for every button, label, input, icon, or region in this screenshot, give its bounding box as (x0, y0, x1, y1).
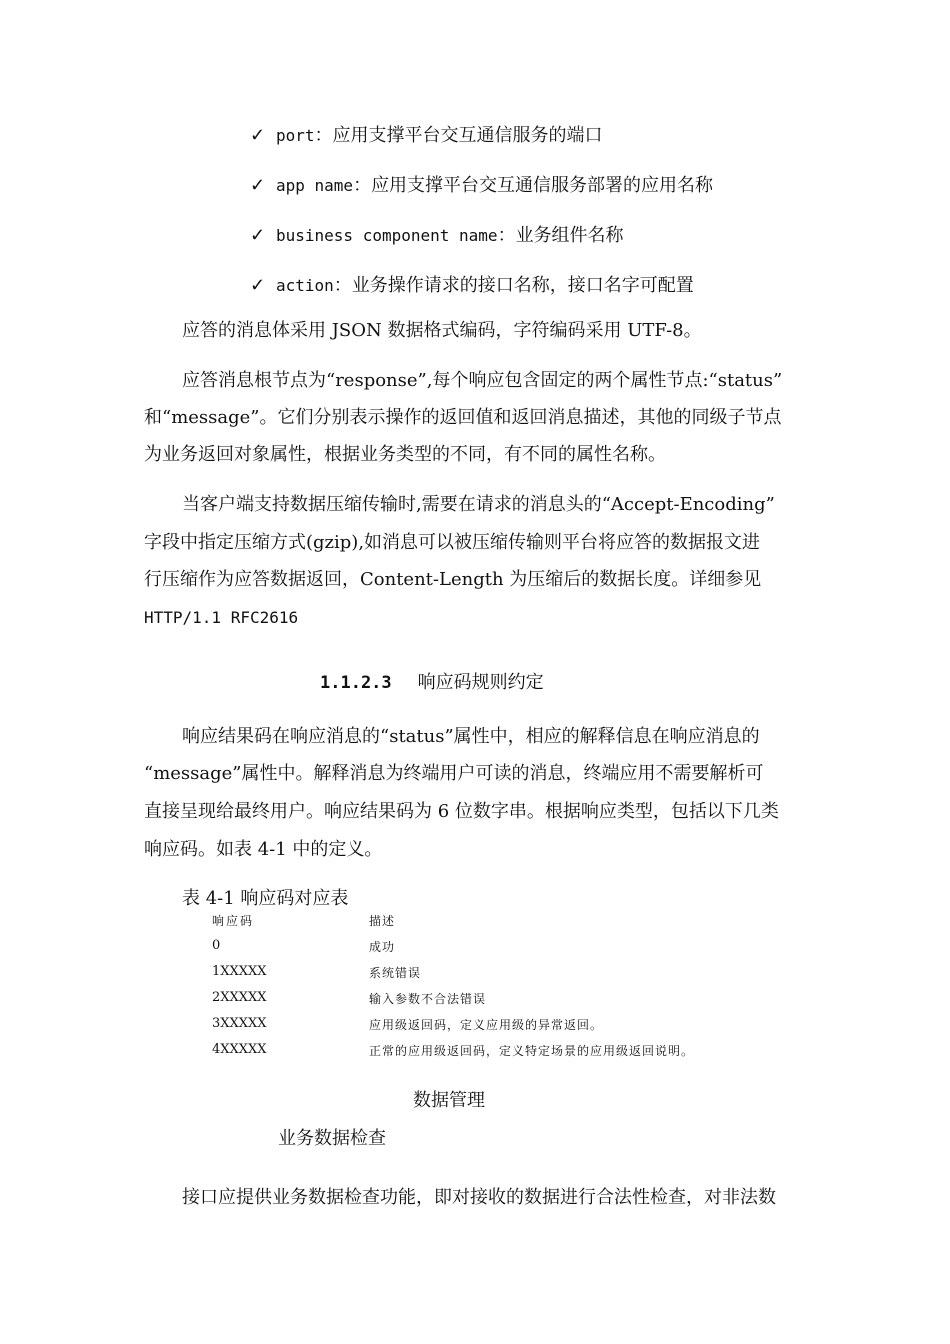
bullet-term: action (276, 276, 334, 295)
bullet-item-port (250, 121, 603, 147)
table-cell-description: 系统错误 (369, 966, 422, 980)
bullet-item-business-component-name (250, 221, 624, 247)
bullet-term: port (276, 126, 315, 145)
bullet-sep: ： (333, 275, 352, 296)
table-cell-code: 4XXXXX (212, 1042, 267, 1057)
table-cell-code: 2XXXXX (212, 990, 267, 1005)
bullet-sep: ： (353, 175, 372, 196)
table-cell-description: 正常的应用级返回码，定义特定场景的应用级返回说明。 (369, 1044, 695, 1058)
heading-data-management: 数据管理 (413, 1090, 485, 1111)
table-cell-description: 输入参数不合法错误 (369, 992, 487, 1006)
paragraph-status-code-line: 响应结果码在响应消息的“status”属性中，相应的解释信息在响应消息的 (182, 726, 760, 747)
paragraph-encoding: 应答的消息体采用 JSON 数据格式编码，字符编码采用 UTF-8。 (182, 320, 702, 341)
bullet-sep: ： (314, 125, 333, 146)
bullet-text: 应用支撑平台交互通信服务的端口 (332, 125, 603, 146)
bullet-text: 业务组件名称 (515, 225, 624, 246)
paragraph-compression-line: 当客户端支持数据压缩传输时,需要在请求的消息头的“Accept-Encoding” (182, 494, 775, 515)
heading-business-data-check: 业务数据检查 (278, 1128, 386, 1149)
checkmark-icon: ✓ (250, 225, 266, 246)
paragraph-compression-line: 行压缩作为应答数据返回，Content-Length 为压缩后的数据长度。详细参见 (144, 569, 762, 590)
bullet-item-action (250, 271, 694, 297)
table-cell-description: 应用级返回码，定义应用级的异常返回。 (369, 1018, 604, 1032)
paragraph-status-code-line: 直接呈现给最终用户。响应结果码为 6 位数字串。根据响应类型，包括以下几类 (144, 801, 779, 822)
paragraph-status-code-line: 响应码。如表 4-1 中的定义。 (144, 839, 383, 860)
paragraph-response-line: 应答消息根节点为“response”,每个响应包含固定的两个属性节点:“status” (182, 370, 783, 391)
table-cell-description: 成功 (369, 940, 396, 954)
table-cell-code: 3XXXXX (212, 1016, 267, 1031)
bullet-text: 应用支撑平台交互通信服务部署的应用名称 (371, 175, 714, 196)
checkmark-icon: ✓ (250, 275, 266, 296)
paragraph-compression-line: HTTP/1.1 RFC2616 (144, 608, 299, 627)
paragraph-status-code-line: “message”属性中。解释消息为终端用户可读的消息，终端应用不需要解析可 (144, 763, 764, 784)
table-caption: 表 4-1 响应码对应表 (182, 888, 349, 909)
bullet-item-app-name (250, 171, 713, 197)
section-number: 1.1.2.3 (320, 673, 392, 693)
paragraph-response-line: 和“message”。它们分别表示操作的返回值和返回消息描述，其他的同级子节点 (144, 407, 782, 428)
table-header-description: 描述 (369, 914, 396, 928)
checkmark-icon: ✓ (250, 175, 266, 196)
checkmark-icon: ✓ (250, 125, 266, 146)
table-header-code: 响应码 (212, 914, 255, 928)
bullet-text: 业务操作请求的接口名称，接口名字可配置 (351, 275, 694, 296)
section-heading (320, 668, 544, 694)
table-cell-code: 1XXXXX (212, 964, 267, 979)
bullet-term: business component name (276, 226, 498, 245)
paragraph-response-line: 为业务返回对象属性，根据业务类型的不同，有不同的属性名称。 (144, 444, 666, 465)
paragraph-data-check: 接口应提供业务数据检查功能，即对接收的数据进行合法性检查，对非法数 (182, 1187, 776, 1208)
bullet-term: app name (276, 176, 354, 195)
table-cell-code: 0 (212, 938, 221, 953)
section-title: 响应码规则约定 (417, 672, 544, 693)
paragraph-compression-line: 字段中指定压缩方式(gzip),如消息可以被压缩传输则平台将应答的数据报文进 (144, 532, 761, 553)
bullet-sep: ： (497, 225, 516, 246)
